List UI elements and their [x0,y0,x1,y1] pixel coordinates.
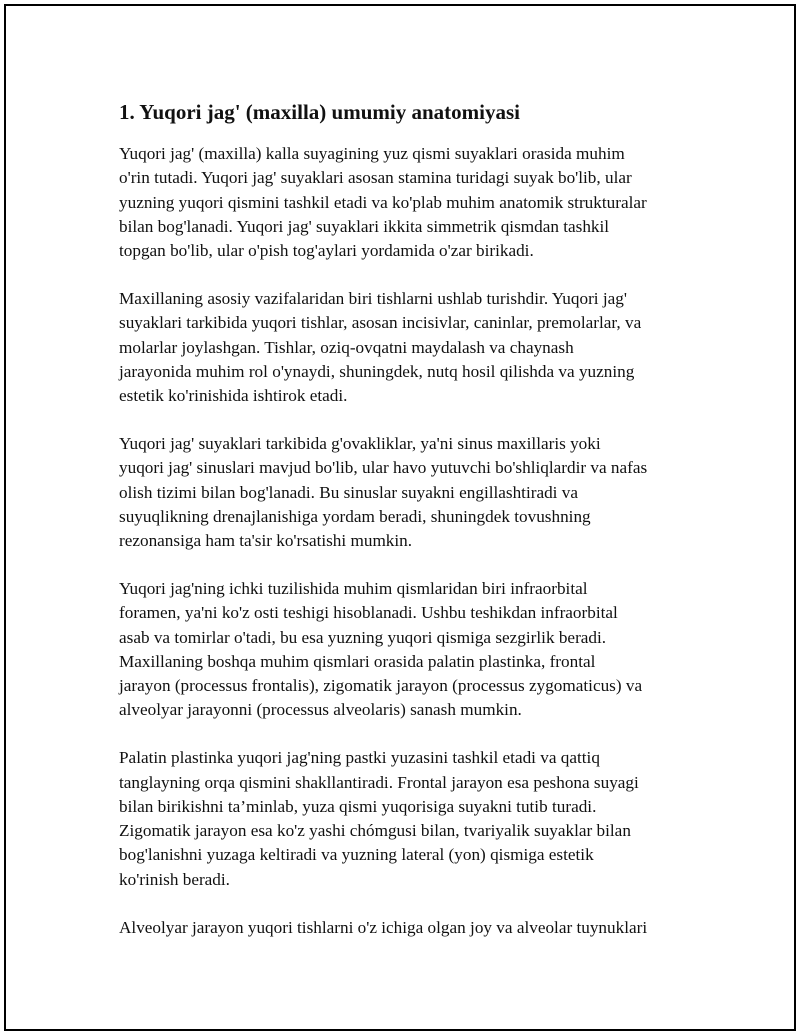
paragraph-1: Yuqori jag' (maxilla) kalla suyagining yuz qismi suyaklari orasida muhim o'rin tutadi. Yuqori jag' suyaklari asosan stamina turidagi suyak bo'lib, ular yuzning yuqori qismini tashkil etadi va ko'plab muhim anatomik strukturalar bilan bog'lanadi. Yuqori jag' suyaklari ikkita simmetrik qismdan tashkil topgan bo'lib, ular o'pish tog'aylari yordamida o'zar birikadi. [119,144,647,261]
paragraph-2: Maxillaning asosiy vazifalaridan biri tishlarni ushlab turishdir. Yuqori jag' suyaklari tarkibida yuqori tishlar, asosan incisivlar, caninlar, premolarlar, va molarlar joylashgan. Tishlar, oziq-ovqatni maydalash va chaynash jarayonida muhim rol o'ynaydi, shuningdek, nutq hosil qilishda va yuzning estetik ko'rinishida ishtirok etadi. [119,288,642,406]
paragraph-6: Alveolyar jarayon yuqori tishlarni o'z ichiga olgan joy va alveolar tuynuklari [119,917,648,937]
section-heading: 1. Yuqori jag' (maxilla) umumiy anatomiyasi [119,100,520,124]
paragraph-5: Palatin plastinka yuqori jag'ning pastki yuzasini tashkil etadi va qattiq tanglayning orqa qismini shakllantiradi. Frontal jarayon esa peshona suyagi bilan birikishni ta’minlab, yuza qismi yuqorisiga suyakni tutib turadi. Zigomatik jarayon esa ko'z yashi chómgusi bilan, tvariyalik suyaklar bilan bog'lanishni yuzaga keltiradi va yuzning lateral (yon) qismiga estetik ko'rinish beradi. [119,748,639,889]
page-frame [4,4,796,1031]
paragraph-4: Yuqori jag'ning ichki tuzilishida muhim qismlaridan biri infraorbital foramen, ya'ni ko'z osti teshigi hisoblanadi. Ushbu teshikdan infraorbital asab va tomirlar o'tadi, bu esa yuzning yuqori qismiga sezgirlik beradi. Maxillaning boshqa muhim qismlari orasida palatin plastinka, frontal jarayon (processus frontalis), zigomatik jarayon (processus zygomaticus) va alveolyar jarayonni (processus alveolaris) sanash mumkin. [119,578,643,720]
paragraph-3: Yuqori jag' suyaklari tarkibida g'ovakliklar, ya'ni sinus maxillaris yoki yuqori jag' sinuslari mavjud bo'lib, ular havo yutuvchi bo'shliqlardir va nafas olish tizimi bilan bog'lanadi. Bu sinuslar suyakni engillashtiradi va suyuqlikning drenajlanishiga yordam beradi, shuningdek tovushning rezonansiga ham ta'sir ko'rsatishi mumkin. [119,433,648,551]
document-body [119,98,704,963]
